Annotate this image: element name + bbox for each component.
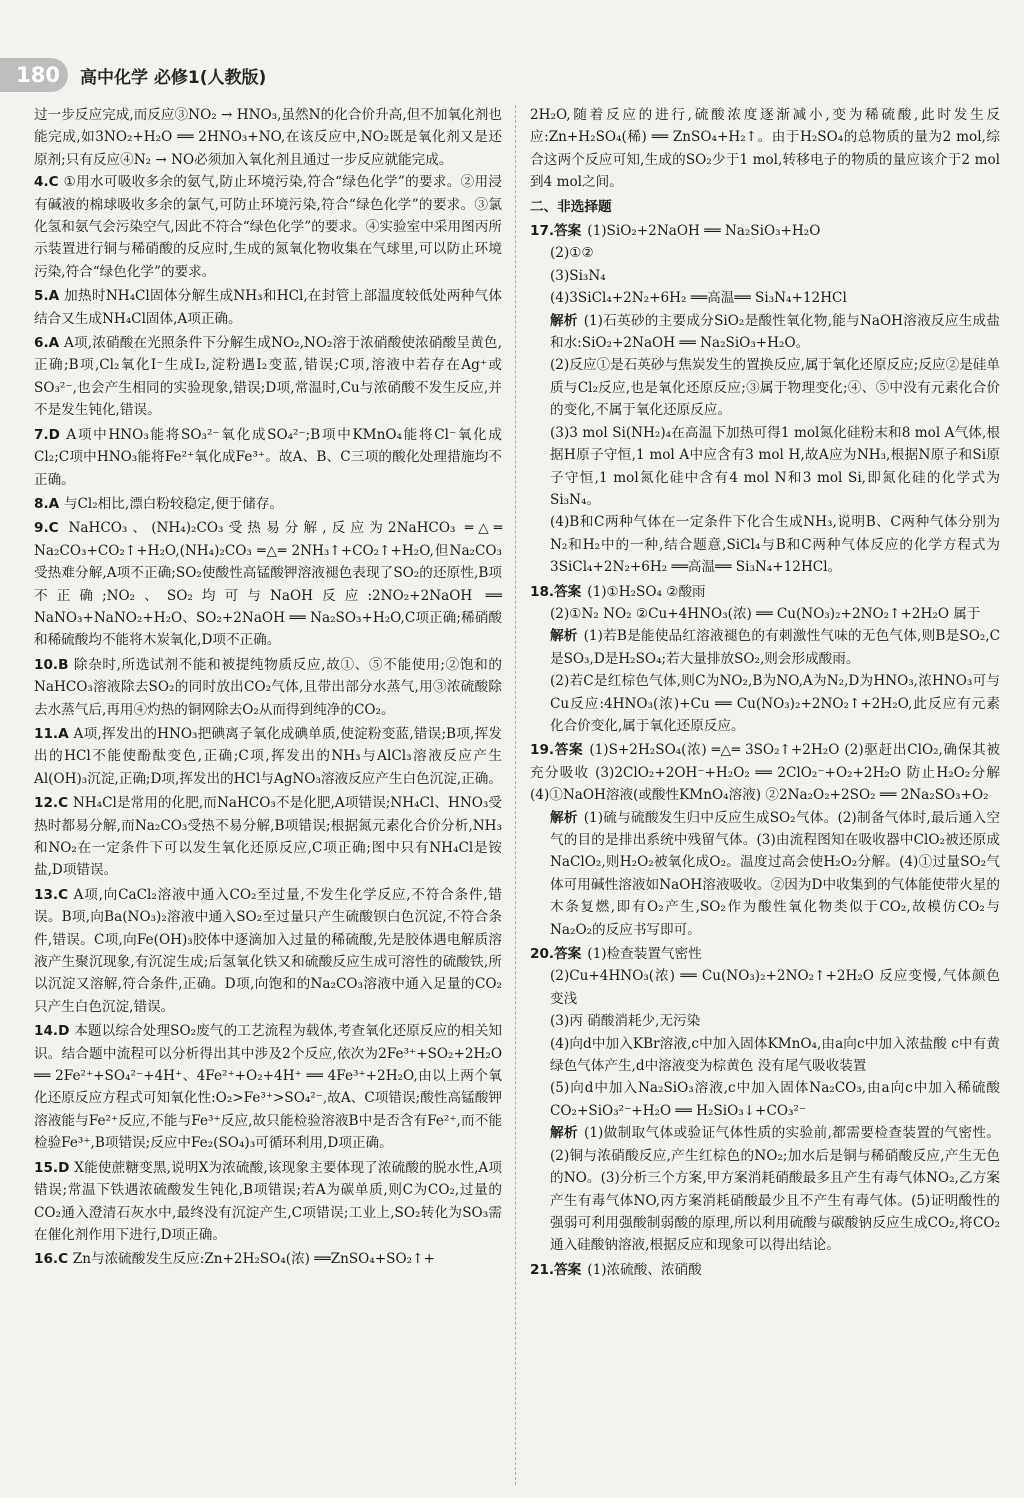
answer-item bbox=[34, 723, 502, 790]
answer-item bbox=[34, 285, 502, 330]
answer-line bbox=[530, 1010, 1000, 1032]
answer-number: 7.D bbox=[34, 426, 67, 443]
answer-line bbox=[530, 287, 1000, 309]
answer-number: 15.D bbox=[34, 1159, 75, 1176]
column-divider bbox=[515, 105, 516, 1485]
answer-text: 除杂时,所选试剂不能和被提纯物质反应,故①、⑤不能使用;②饱和的NaHCO₃溶液除去SO₂的同时放出CO₂气体,且带出部分水蒸气,用③浓硫酸除去水蒸气后,再用④灼热的铜网除去O₂从而得到纯净的CO₂。 bbox=[34, 656, 502, 718]
answer-text: 与Cl₂相比,漂白粉较稳定,便于储存。 bbox=[63, 495, 284, 512]
answer-text: (3)丙 硝酸消耗少,无污染 bbox=[550, 1013, 701, 1030]
analysis-line bbox=[530, 354, 1000, 421]
answer-text: (4)向d中加入KBr溶液,c中加入固体KMnO₄,由a向c中加入浓盐酸 c中有黄绿色气体产生,d中溶液变为棕黄色 没有尾气吸收装置 bbox=[550, 1035, 1000, 1075]
question-block-q19 bbox=[530, 739, 1000, 941]
left-intro: 过一步反应完成,而反应③NO₂ → HNO₃,虽然N的化合价升高,但不加氧化剂也能完成,如3NO₂+H₂O ══ 2HNO₃+NO,在该反应中,NO₂既是氧化剂又是还原剂;只有反应④N₂ → NO必须加入氧化剂且通过一步反应就能完成。 bbox=[34, 107, 502, 168]
page-number: 180 bbox=[0, 58, 68, 92]
answer-text: (3)Si₃N₄ bbox=[550, 267, 606, 284]
question-block-q20 bbox=[530, 943, 1000, 1257]
analysis-line bbox=[530, 670, 1000, 737]
answer-text: (1)①H₂SO₄ ②酸雨 bbox=[587, 583, 706, 600]
left-answer-list bbox=[34, 171, 502, 1271]
answer-item bbox=[34, 493, 502, 515]
answer-label: 17.答案 bbox=[530, 223, 582, 240]
answer-number: 6.A bbox=[34, 335, 65, 352]
answer-text: A项,浓硝酸在光照条件下分解生成NO₂,NO₂溶于浓硝酸使浓硝酸呈黄色,正确;B项,Cl₂氧化I⁻生成I₂,淀粉遇I₂变蓝,错误;C项,溶液中若存在Ag⁺或SO₃²⁻,也会产生相同的实验现象,错误;D项,常温时,Cu与浓硝酸不发生反应,并不是发生钝化,错误。 bbox=[34, 335, 502, 419]
analysis-text: (2)若C是红棕色气体,则C为NO₂,B为NO,A为N₂,D为HNO₃,浓HNO₃可与Cu反应:4HNO₃(浓)+Cu ══ Cu(NO₃)₂+2NO₂↑+2H₂O,此反应有元素化合价变化,属于氧化还原反应。 bbox=[550, 673, 1000, 734]
answer-item bbox=[34, 171, 502, 283]
answer-number: 5.A bbox=[34, 288, 65, 305]
analysis-text: (1)若B是能使品红溶液褪色的有刺激性气味的无色气体,则B是SO₂,C是SO₃,D是H₂SO₄;若大量排放SO₂,则会形成酸雨。 bbox=[550, 628, 1001, 667]
answer-text: (1)SiO₂+2NaOH ══ Na₂SiO₃+H₂O bbox=[587, 223, 821, 240]
analysis-label: 解析 bbox=[550, 312, 578, 329]
book-title: 高中化学 必修1(人教版) bbox=[80, 67, 267, 88]
answer-text: A项中HNO₃能将SO₃²⁻氧化成SO₄²⁻;B项中KMnO₄能将Cl⁻氧化成Cl₂;C项中HNO₃能将Fe²⁺氧化成Fe³⁺。故A、B、C三项的酸化处理措施均不正确。 bbox=[34, 426, 503, 488]
answer-number: 14.D bbox=[34, 1023, 75, 1040]
answer-text: 加热时NH₄Cl固体分解生成NH₃和HCl,在封管上部温度较低处两种气体结合又生成NH₄Cl固体,A项正确。 bbox=[34, 288, 502, 327]
answer-text: X能使蔗糖变黑,说明X为浓硫酸,该现象主要体现了浓硫酸的脱水性,A项错误;常温下铁遇浓硫酸发生钝化,B项错误;若A为碳单质,则C为CO₂,过量的CO₂通入澄清石灰水中,最终没有沉淀产生,C项错误;工业上,SO₂转化为SO₃需在催化剂作用下进行,D项正确。 bbox=[34, 1159, 502, 1243]
analysis-text: (1)做制取气体或验证气体性质的实验前,都需要检查装置的气密性。(2)铜与浓硝酸反应,产生红棕色的NO₂;加水后是铜与稀硝酸反应,产生无色的NO。(3)分析三个方案,甲方案消耗硝酸最多且产生有毒气体NO₂,乙方案产生有毒气体NO,丙方案消耗硝酸最少且不产生有毒气体。(5)证明酸性的强弱可利用强酸制弱酸的原理,所以利用硫酸与碳酸钠反应生成CO₂,将CO₂通入硅酸钠溶液,根据反应和现象可以得出结论。 bbox=[550, 1125, 1001, 1254]
answer-line bbox=[530, 581, 1000, 603]
answer-number: 10.B bbox=[34, 656, 74, 673]
answer-text: ①用水可吸收多余的氨气,防止环境污染,符合“绿色化学”的要求。②用浸有碱液的棉球吸收多余的氯气,可防止环境污染,符合“绿色化学”的要求。③氯化氢和氨气会污染空气,因此不符合“绿色化学”的要求。④实验室中采用图丙所示装置进行铜与稀硝酸的反应时,生成的氮氧化物收集在气球里,可以防止环境污染,符合“绿色化学”的要求。 bbox=[34, 174, 502, 280]
answer-label: 18.答案 bbox=[530, 583, 582, 600]
analysis-line bbox=[530, 422, 1000, 512]
answer-line bbox=[530, 965, 1000, 1010]
answer-item bbox=[34, 792, 502, 882]
answer-item bbox=[34, 654, 502, 721]
answer-line bbox=[530, 1259, 1000, 1281]
answer-item bbox=[34, 884, 502, 1018]
answer-number: 12.C bbox=[34, 795, 73, 812]
analysis-line bbox=[530, 1122, 1000, 1256]
analysis-line bbox=[530, 511, 1000, 578]
answer-line bbox=[530, 603, 1000, 625]
answer-text: (1)浓硫酸、浓硝酸 bbox=[587, 1261, 702, 1278]
answer-text: A项,挥发出的HNO₃把碘离子氧化成碘单质,使淀粉变蓝,错误;B项,挥发出的HCl不能使酚酞变色,正确;C项,挥发出的NH₃与AlCl₃溶液反应产生Al(OH)₃沉淀,正确;D项,挥发出的HCl与AgNO₃溶液反应产生白色沉淀,正确。 bbox=[34, 725, 502, 787]
answer-text: A项,向CaCl₂溶液中通入CO₂至过量,不发生化学反应,不符合条件,错误。B项,向Ba(NO₃)₂溶液中通入SO₂至过量只产生硫酸钡白色沉淀,不符合条件,错误。C项,向Fe(OH)₃胶体中逐滴加入过量的稀硫酸,先是胶体遇电解质溶液产生聚沉现象,有沉淀生成;后氢氧化铁又和硫酸反应生成可溶性的硫酸铁,所以沉淀又溶解,符合条件,正确。D项,向饱和的Na₂CO₃溶液中通入足量的CO₂只产生白色沉淀,错误。 bbox=[34, 886, 502, 1015]
analysis-line bbox=[530, 625, 1000, 670]
right-intro: 2H₂O,随着反应的进行,硫酸浓度逐渐减小,变为稀硫酸,此时发生反应:Zn+H₂SO₄(稀) ══ ZnSO₄+H₂↑。由于H₂SO₄的总物质的量为2 mol,综合这两个反应可知,生成的SO₂少于1 mol,转移电子的物质的量应该介于2 mol到4 mol之间。 bbox=[530, 107, 1000, 191]
answer-label: 19.答案 bbox=[530, 742, 584, 759]
answer-item bbox=[34, 1157, 502, 1247]
analysis-text: (2)反应①是石英砂与焦炭发生的置换反应,属于氧化还原反应;反应②是硅单质与Cl₂反应,也是氧化还原反应;③属于物理变化;④、⑤中没有元素化合价的变化,不属于氧化还原反应。 bbox=[550, 357, 1000, 419]
answer-label: 20.答案 bbox=[530, 946, 582, 963]
answer-number: 13.C bbox=[34, 886, 74, 903]
analysis-label: 解析 bbox=[550, 809, 578, 826]
answer-item bbox=[34, 1248, 502, 1270]
left-column bbox=[34, 104, 502, 1273]
section-title: 二、非选择题 bbox=[530, 198, 612, 215]
answer-item bbox=[34, 332, 502, 422]
analysis-label: 解析 bbox=[550, 1125, 579, 1142]
answer-line bbox=[530, 1077, 1000, 1122]
answer-label: 21.答案 bbox=[530, 1261, 582, 1278]
answer-text: (2)①N₂ NO₂ ②Cu+4HNO₃(浓) ══ Cu(NO₃)₂+2NO₂↑+2H₂O 属于 bbox=[550, 605, 981, 622]
answer-item bbox=[34, 1020, 502, 1154]
answer-text: Zn与浓硫酸发生反应:Zn+2H₂SO₄(浓) ══ZnSO₄+SO₂↑+ bbox=[72, 1251, 435, 1268]
answer-line bbox=[530, 943, 1000, 965]
analysis-text: (1)石英砂的主要成分SiO₂是酸性氧化物,能与NaOH溶液反应生成盐和水:SiO₂+2NaOH ══ Na₂SiO₃+H₂O。 bbox=[550, 312, 1001, 352]
answer-number: 8.A bbox=[34, 495, 64, 512]
answer-line bbox=[530, 220, 1000, 242]
analysis-line bbox=[530, 310, 1000, 355]
question-block-q18 bbox=[530, 581, 1000, 738]
answer-text: (5)向d中加入Na₂SiO₃溶液,c中加入固体Na₂CO₃,由a向c中加入稀硫酸 CO₂+SiO₃²⁻+H₂O ══ H₂SiO₃↓+CO₃²⁻ bbox=[550, 1080, 1000, 1119]
right-column bbox=[530, 104, 1000, 1283]
answer-text: NH₄Cl是常用的化肥,而NaHCO₃不是化肥,A项错误;NH₄Cl、HNO₃受热时都易分解,而Na₂CO₃受热不易分解,B项错误;根据氮元素化合价分析,NH₃和NO₂在一定条件下可以发生氧化还原反应,C项正确;图中只有NH₄Cl是铵盐,D项错误。 bbox=[34, 795, 503, 879]
answer-number: 11.A bbox=[34, 725, 74, 742]
answer-text: (2)Cu+4HNO₃(浓) ══ Cu(NO₃)₂+2NO₂↑+2H₂O 反应变慢,气体颜色变浅 bbox=[550, 968, 1000, 1007]
analysis-text: (1)硫与硫酸发生归中反应生成SO₂气体。(2)制备气体时,最后通入空气的目的是排出系统中残留气体。(3)由流程图知在吸收器中ClO₂被还原成NaClO₂,则H₂O₂被氧化成O₂。温度过高会使H₂O₂分解。(4)①过量SO₂气体可用碱性溶液如NaOH溶液吸收。②因为D中收集到的气体能使带火星的木条复燃,即有O₂产生,SO₂作为酸性氧化物类似于CO₂,故模仿CO₂与Na₂O₂的反应书写即可。 bbox=[550, 809, 1001, 938]
answer-text: (2)①② bbox=[550, 245, 594, 262]
analysis-text: (3)3 mol Si(NH₂)₄在高温下加热可得1 mol氮化硅粉末和8 mol A气体,根据H原子守恒,1 mol A中应含有3 mol H,故A应为NH₃,根据N原子和Si原子守恒,1 mol氮化硅中含有4 mol N和3 mol Si,即氮化硅的化学式为Si₃N₄。 bbox=[550, 424, 1000, 508]
question-block-q17 bbox=[530, 220, 1000, 579]
answer-number: 4.C bbox=[34, 174, 64, 191]
answer-line bbox=[530, 1033, 1000, 1078]
answer-text: 本题以综合处理SO₂废气的工艺流程为载体,考查氧化还原反应的相关知识。结合题中流程可以分析得出其中涉及2个反应,依次为2Fe³⁺+SO₂+2H₂O ══ 2Fe²⁺+SO₄²⁻+4H⁺、4Fe²⁺+O₂+4H⁺ ══ 4Fe³⁺+2H₂O,由以上两个氧化还原反应方程式可知氧化性:O₂>Fe³⁺>SO₄²⁻,故A、C项错误;酸性高锰酸钾溶液能与Fe²⁺反应,不能与Fe³⁺反应,故只能检验溶液B中是否含有Fe²⁺,而不能检验Fe³⁺,B项错误;反应中Fe₂(SO₄)₃可循环利用,D项正确。 bbox=[34, 1023, 502, 1152]
answer-number: 16.C bbox=[34, 1251, 73, 1268]
analysis-line bbox=[530, 807, 1000, 941]
answer-line bbox=[530, 265, 1000, 287]
page-header bbox=[0, 58, 560, 92]
answer-item bbox=[34, 517, 502, 651]
answer-number: 9.C bbox=[34, 520, 69, 537]
answer-text: NaHCO₃、(NH₄)₂CO₃受热易分解,反应为2NaHCO₃ ═△═ Na₂CO₃+CO₂↑+H₂O,(NH₄)₂CO₃ ═△═ 2NH₃↑+CO₂↑+H₂O,但Na₂CO₃受热难分解,A项不正确;SO₂使酸性高锰酸钾溶液褪色表现了SO₂的还原性,B项不正确;NO₂、SO₂均可与NaOH反应:2NO₂+2NaOH ══ NaNO₃+NaNO₂+H₂O、SO₂+2NaOH ══ Na₂SO₃+H₂O,C项正确;稀硝酸和稀硫酸均不能将木炭氧化,D项不正确。 bbox=[34, 520, 502, 649]
question-block-q21 bbox=[530, 1259, 1000, 1281]
answer-text: (1)检查装置气密性 bbox=[587, 946, 702, 963]
answer-item bbox=[34, 424, 502, 491]
answer-line bbox=[530, 739, 1000, 806]
answer-text: (1)S+2H₂SO₄(浓) ═△═ 3SO₂↑+2H₂O (2)驱赶出ClO₂,确保其被充分吸收 (3)2ClO₂+2OH⁻+H₂O₂ ══ 2ClO₂⁻+O₂+2H₂O 防止H₂O₂分解 (4)①NaOH溶液(或酸性KMnO₄溶液) ②2Na₂O₂+2SO₂ ══ 2Na₂SO₃+O₂ bbox=[530, 742, 1000, 804]
analysis-text: (4)B和C两种气体在一定条件下化合生成NH₃,说明B、C两种气体分别为N₂和H₂中的一种,结合题意,SiCl₄与B和C两种气体反应的化学方程式为3SiCl₄+2N₂+6H₂ ══高温══ Si₃N₄+12HCl。 bbox=[550, 514, 1000, 576]
answer-line bbox=[530, 242, 1000, 264]
answer-text: (4)3SiCl₄+2N₂+6H₂ ══高温══ Si₃N₄+12HCl bbox=[550, 290, 847, 307]
analysis-label: 解析 bbox=[550, 628, 578, 645]
right-answer-list bbox=[530, 220, 1000, 1281]
